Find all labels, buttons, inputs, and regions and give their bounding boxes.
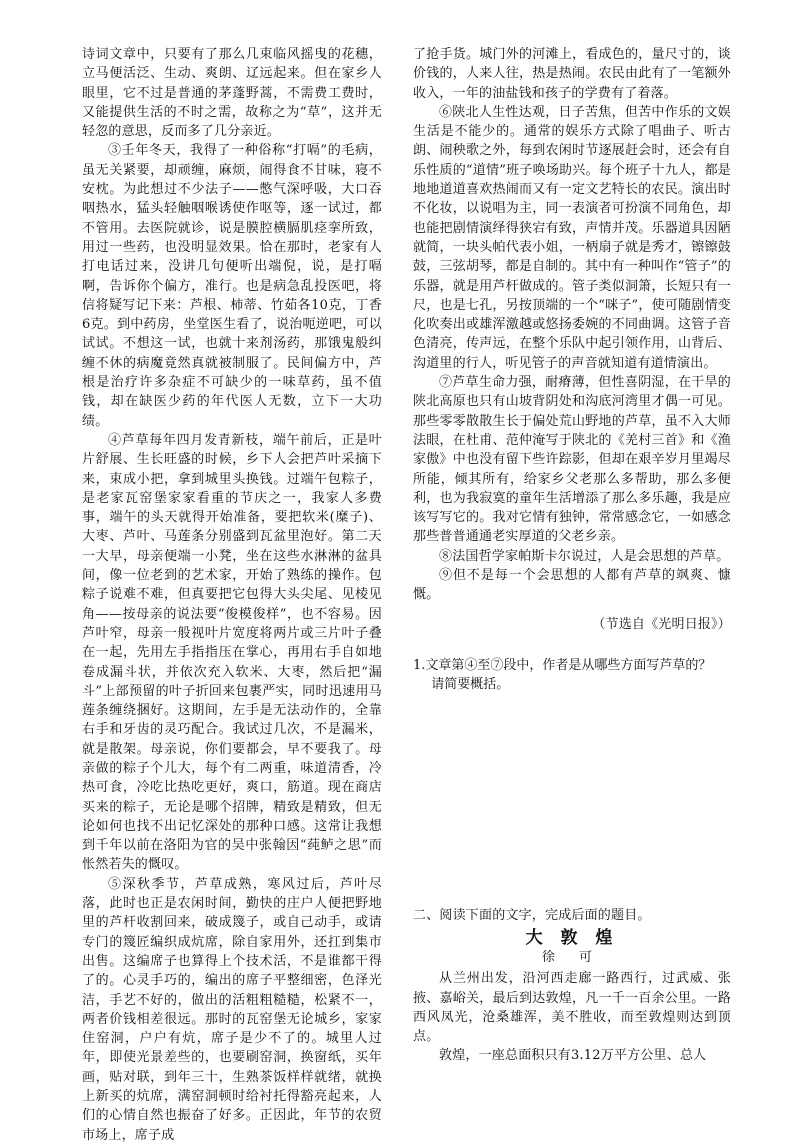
article-author: 徐 可	[541, 950, 603, 966]
right-column	[413, 45, 731, 1066]
left-column	[82, 45, 382, 1145]
section-2-paragraph-2: 敦煌，一座总面积只有3.12万平方公里、总人	[439, 1048, 707, 1064]
section-2-paragraph-1: 从兰州出发，沿河西走廊一路西行，过武威、张掖、嘉峪关，最后到达敦煌，凡一千一百余公里。一路西风凤光，沧桑雄浑，美不胜收，而至敦煌则达到顶点。	[413, 971, 731, 1045]
paragraph-6: ⑥陕北人生性达观，日子苦焦，但苦中作乐的文娱生活是不能少的。通常的娱乐方式除了唱曲子、听古朗、闹秧歌之外，每到农闲时节逐展赶会时，还会有自乐性质的“道情”班子唤场助兴。每个班子十九人，都是地地道道喜欢热闹而又有一定文艺特长的农民。演出时不化妆，以说唱为主，同一表演者可扮演不同角色，却也能把剧情演绎得狭宕有致，声情并茂。乐器道具因陋就简，一块头帕代表小姐，一柄扇子就是秀才，镲镲鼓鼓，三弦胡琴，都是自制的。其中有一种叫作“管子”的乐器，就是用芦杆做成的。管子类似洞箫，长短只有一尺，也是七孔，另按顶端的一个“咪子”，使可随剧情变化吹奏出或雄浑激越或悠扬委婉的不同曲调。这管子音色清亮，传声远，在整个乐队中起引领作用，山背后、沟道里的行人，听见管子的声音就知道有道情演出。	[413, 104, 731, 371]
paragraph-5-end: 了抢手货。城门外的河滩上，看成色的，量尺寸的，谈价钱的，人来人往，热是热闹。农民由此有了一笔额外收入，一年的油盐钱和孩子的学费有了着落。	[413, 47, 731, 101]
article-source: （节选自《光明日报》）	[592, 616, 731, 632]
paragraph-4: ④芦草每年四月发青新枝，端午前后，正是叶片舒展、生长旺盛的时候，乡下人会把芦叶采摘下来，束成小把，拿到城里头换钱。过端午包粽子，是老家瓦窑堡家家看重的节庆之一，我家人多费事，端午的头天就得开始准备，要把软米(糜子)、大枣、芦叶、马莲条分别盛到瓦盆里泡好。第二天一大早，母亲便端一小凳，坐在这些水淋淋的盆具间，像一位老到的艺术家，开始了熟练的操作。包粽子说难不难，但真要把它包得大头尖尾、见棱见角——按母亲的说法要“俊模俊样”，也不容易。因芦叶窄，母亲一般视叶片宽度将两片或三片叶子叠在一起，先用左手指指压在掌心，再用右手自如地卷成漏斗状，并依次充入软米、大枣，然后把“漏斗”上部预留的叶子折回来包裹严实，同时迅速用马莲条缠绕捆好。这期间，左手是无法动作的，全靠右手和牙齿的灵巧配合。我试过几次，不是漏米，就是散架。母亲说，你们要都会，早不要我了。母亲做的粽子个儿大，每个有二两重，味道清香，冷热可食，冷吃比热吃更好，爽口，筋道。现在商店买来的粽子，无论是哪个招牌，精致是精致，但无论如何也找不出记忆深处的那种口感。这常让我想到千年以前在洛阳为官的吴中张翰因“莼鲈之思”而怅然若失的慨叹。	[82, 432, 382, 873]
paragraph-8: ⑧法国哲学家帕斯卡尔说过，人是会思想的芦草。	[439, 548, 730, 564]
question-1	[413, 656, 731, 694]
section-2	[413, 906, 731, 1066]
paragraph-2-end: 诗词文章中，只要有了那么几束临风摇曳的花穗，立马便活泛、生动、爽朗、辽远起来。但在家乡人眼里，它不过是普通的茅蓬野蒿，不需费工费时，又能提供生活的不时之需，故称之为“草”，这并无轻忽的意思，反而多了几分亲近。	[82, 47, 382, 140]
section-2-instruction: 二、阅读下面的文字，完成后面的题目。	[413, 907, 651, 923]
question-1-line1: 1.文章第④至⑦段中，作者是从哪些方面写芦草的？	[413, 657, 712, 673]
paragraph-7: ⑦芦草生命力强，耐瘠薄，但性喜阴湿，在干旱的陕北高原也只有山坡背阴处和沟底河湾里才偶一可见。那些零零散散生长于偏处荒山野地的芦草，虽不入大师法眼，在杜甫、范仲淹写于陕北的《羌村三首》和《渔家傲》中也没有留下些许踪影，但却在艰辛岁月里竭尽所能，倾其所有，给家乡父老那么多帮助，那么多便利，也为我寂寞的童年生活增添了那么多乐趣，我是应该写写它的。我对它情有独钟，常常感念它，一如感念那些普普通通老实厚道的父老乡亲。	[413, 375, 731, 545]
paragraph-5: ⑤深秋季节，芦草成熟，寒风过后，芦叶尽落，此时也正是农闲时间，勤快的庄户人便把野地里的芦杆收割回来，破成篾子，或自己动手，或请专门的篾匠编织成炕席，除自家用外，还扛到集市出售。这编席子也算得上个技术活，不是谁都干得了的。心灵手巧的，编出的席子平整细密，色泽光洁，手艺不好的，做出的活粗粗糙糙，松紧不一，两者价钱相差很远。那时的瓦窑堡无论城乡，家家住窑洞，户户有炕，席子是少不了的。城里人过年，即使光景差些的，也要刷窑洞，换窗纸，买年画，贴对联，到年三十，生熟茶饭样样就绪，就换上新买的炕席，满窑洞顿时给衬托得豁亮起来，人们的心情自然也振奋了好多。正因此，年节的农贸市场上，席子成	[82, 876, 382, 1143]
paragraph-9: ⑨但不是每一个会思想的人都有芦草的飒爽、慷慨。	[413, 568, 731, 603]
paragraph-3: ③壬年冬天，我得了一种俗称“打嗝”的毛病，虽无关紧要，却顽缠，麻烦，闹得食不甘味，寝不安枕。为此想过不少法子——憋气深呼吸，大口吞咽热水，猛头轻触咽喉诱使作呕等，逐一试过，都不管用。去医院就诊，说是膜腔横膈肌痉挛所致，用过一些药，也没明显效果。恰在那时，老家有人打电话过来，没讲几句便听出端倪，说，是打嗝啊，告诉你个偏方，准行。也是病急乱投医吧，将信将疑写记下来：芦根、柿蒂、竹茹各10克，丁香6克。到中药房，坐堂医生看了，说治呃逆吧，可以试试。不想这一试，也就十来剂汤药，那饿鬼般纠缠不休的病魔竟然真就被制服了。民间偏方中，芦根是治疗许多杂症不可缺少的一味草药，虽不值钱，却在缺医少药的年代医人无数，立下一大功绩。	[82, 143, 382, 429]
article-title: 大 敦 煌	[525, 928, 619, 949]
question-1-line2: 请简要概括。	[431, 676, 510, 692]
